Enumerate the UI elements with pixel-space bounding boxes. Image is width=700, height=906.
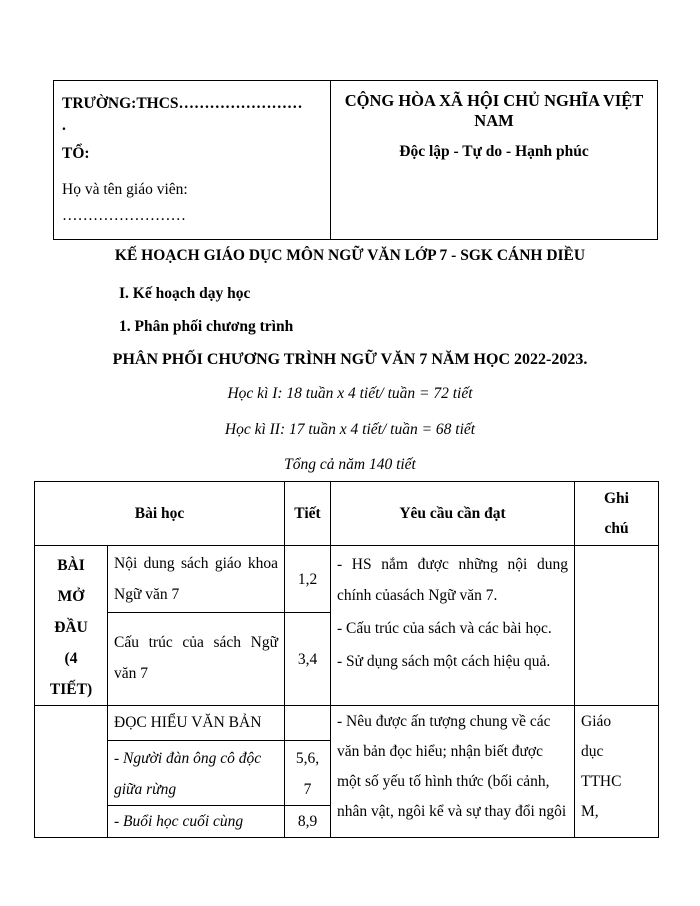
- section-heading: I. Kế hoạch dạy học: [119, 285, 251, 302]
- reading-heading-period: [285, 706, 331, 741]
- group-label: TỔ:: [62, 145, 90, 162]
- intro-group-line1: BÀI: [57, 557, 85, 574]
- program-title: PHÂN PHỐI CHƯƠNG TRÌNH NGỮ VĂN 7 NĂM HỌC 2022-2023.: [112, 351, 588, 368]
- reading-requirement: - Nêu được ấn tượng chung về các văn bản đọc hiểu; nhận biết được một số yếu tố hình thức (bối cảnh, nhân vật, ngôi kể và sự thay đổi ngôi: [331, 706, 575, 838]
- national-motto: Độc lập - Tự do - Hạnh phúc: [399, 143, 589, 160]
- header-note: [575, 482, 659, 546]
- table-header-row: [35, 482, 659, 546]
- school-name: TRƯỜNG:THCS……………………: [62, 95, 303, 112]
- school-info-cell: [54, 81, 331, 240]
- intro-period-1: 1,2: [285, 546, 331, 613]
- intro-group-line5: TIẾT): [49, 681, 93, 698]
- header-note-line1: Ghi: [604, 489, 629, 507]
- subsection-heading: 1. Phân phối chương trình: [119, 318, 294, 335]
- intro-req-1: - HS nắm được những nội dung chính củasách Ngữ văn 7.: [337, 556, 568, 604]
- intro-group-line2: MỞ: [57, 588, 85, 605]
- intro-req-2: - Cấu trúc của sách và các bài học.: [337, 620, 552, 637]
- program-table: [34, 481, 659, 838]
- header-requirements: Yêu cầu cần đạt: [331, 482, 575, 546]
- document-title: KẾ HOẠCH GIÁO DỤC MÔN NGỮ VĂN LỚP 7 - SGK CÁNH DIỀU: [114, 247, 586, 264]
- intro-lesson-2: Cấu trúc của sách Ngữ văn 7: [108, 613, 285, 706]
- reading-note: [575, 706, 659, 838]
- reading-note-line2: dục: [581, 743, 604, 760]
- teacher-label: Họ và tên giáo viên:: [62, 181, 188, 198]
- national-header-cell: [331, 81, 658, 240]
- intro-req-3: - Sử dụng sách một cách hiệu quả.: [337, 653, 551, 670]
- header-period: Tiết: [285, 482, 331, 546]
- reading-item-1-period-a: 5,6,: [295, 750, 320, 767]
- table-row: [35, 546, 659, 613]
- term2-info: Học kì II: 17 tuần x 4 tiết/ tuần = 68 tiết: [224, 421, 476, 438]
- header-lesson: Bài học: [35, 482, 285, 546]
- intro-period-2: 3,4: [285, 613, 331, 706]
- intro-group-line3: ĐẦU: [54, 619, 88, 636]
- reading-item-1-period: [285, 741, 331, 806]
- intro-requirements: [331, 546, 575, 706]
- reading-item-1: - Người đàn ông cô độc giữa rừng: [108, 741, 285, 806]
- reading-item-1-period-b: 7: [303, 781, 312, 798]
- reading-note-line3: TTHC: [581, 773, 622, 790]
- reading-note-line4: M,: [581, 803, 599, 820]
- header-table: [53, 80, 658, 240]
- teacher-dots: ……………………: [62, 207, 186, 224]
- intro-lesson-1: Nội dung sách giáo khoa Ngữ văn 7: [108, 546, 285, 613]
- reading-heading: ĐỌC HIỂU VĂN BẢN: [108, 706, 285, 741]
- intro-note: [575, 546, 659, 706]
- term1-info: Học kì I: 18 tuần x 4 tiết/ tuần = 72 tiết: [227, 385, 473, 402]
- intro-group-line4: (4: [64, 650, 78, 667]
- country-name: CỘNG HÒA XÃ HỘI CHỦ NGHĨA VIỆT NAM: [344, 91, 644, 130]
- total-info: Tổng cả năm 140 tiết: [284, 456, 416, 473]
- reading-item-2-period: 8,9: [285, 806, 331, 838]
- school-name-continued: .: [62, 117, 66, 134]
- intro-group-cell: [35, 546, 108, 706]
- reading-group-cell: [35, 706, 108, 838]
- reading-note-line1: Giáo: [581, 713, 612, 730]
- reading-item-2: - Buổi học cuối cùng: [108, 806, 285, 838]
- header-note-line2: chú: [604, 519, 629, 537]
- table-row: [35, 706, 659, 741]
